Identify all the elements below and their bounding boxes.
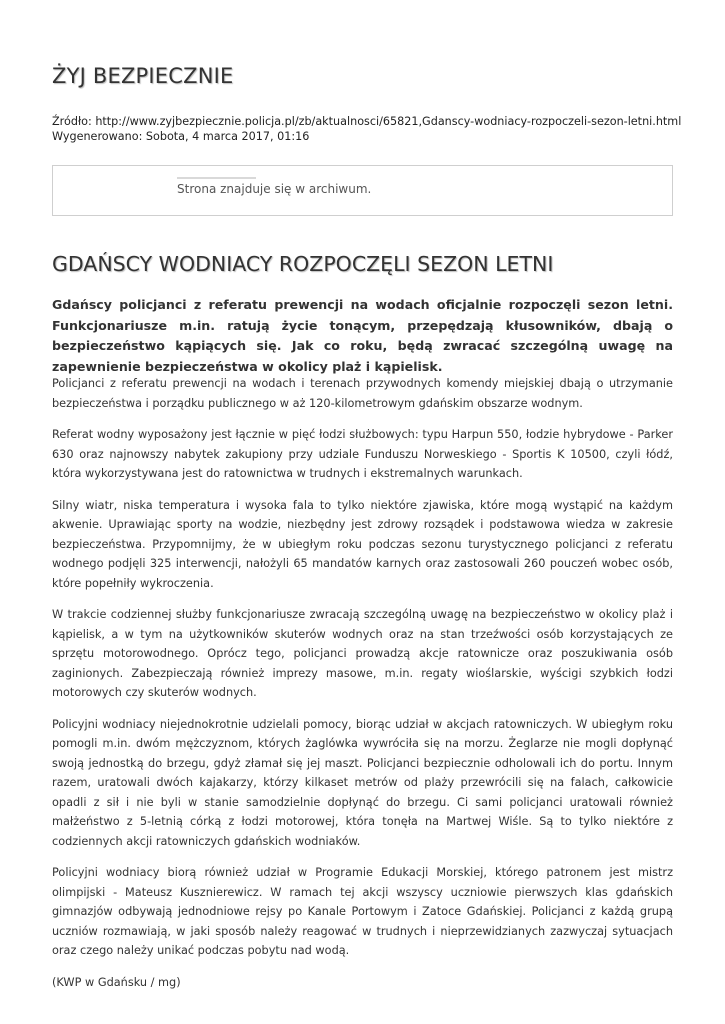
article-lead: Gdańscy policjanci z referatu prewencji na wodach oficjalnie rozpoczęli sezon letni. Funkcjonariusze m.in. ratują życie tonącym, przepędzają kłusowników, dbają o bezpieczeństwo kąpiących się. Jak co roku, będą zwracać szczególną uwagę na zapewnienie bezpieczeństwa w okolicy plaż i kąpielisk.	[52, 297, 673, 374]
source-url: Źródło: http://www.zyjbezpiecznie.policja.pl/zb/aktualnosci/65821,Gdanscy-wodniacy-rozpoczeli-sezon-letni.html	[52, 115, 682, 128]
article-title: GDAŃSCY WODNIACY ROZPOCZĘLI SEZON LETNI	[52, 252, 554, 276]
generated-date: Wygenerowano: Sobota, 4 marca 2017, 01:16	[52, 130, 310, 143]
site-title: ŻYJ BEZPIECZNIE	[52, 64, 234, 88]
archive-notice-box	[52, 165, 673, 216]
article-paragraph: Referat wodny wyposażony jest łącznie w pięć łodzi służbowych: typu Harpun 550, łodzie hybrydowe - Parker 630 oraz najnowszy nabytek zakupiony przy udziale Funduszu Norweskiego - Sportis K 10500, czyli łódź, która wykorzystywana jest do ratownictwa w trudnych i ekstremalnych warunkach.	[52, 428, 673, 480]
article-paragraph: Silny wiatr, niska temperatura i wysoka fala to tylko niektóre zjawiska, które mogą wystąpić na każdym akwenie. Uprawiając sporty na wodzie, niezbędny jest zdrowy rozsądek i podstawowa wiedza w zakresie bezpieczeństwa. Przypomnijmy, że w ubiegłym roku podczas sezonu turystycznego policjanci z referatu wodnego podjęli 325 interwencji, nałożyli 65 mandatów karnych oraz zastosowali 260 pouczeń wobec osób, które popełniły wykroczenia.	[52, 498, 673, 590]
article-paragraph: Policyjni wodniacy biorą również udział w Programie Edukacji Morskiej, którego patronem jest mistrz olimpijski - Mateusz Kusznierewicz. W ramach tej akcji wszyscy uczniowie pierwszych klas gdańskich gimnazjów odbywają jednodniowe rejsy po Kanale Portowym i Zatoce Gdańskiej. Policjanci z każdą grupą uczniów rozmawiają, w jaki sposób należy reagować w trudnych i nieprzewidzianych zazwyczaj sytuacjach oraz czego należy unikać podczas pobytu nad wodą.	[52, 866, 673, 957]
article-signature: (KWP w Gdańsku / mg)	[52, 975, 181, 989]
archive-notice: Strona znajduje się w archiwum.	[177, 182, 372, 196]
document-meta	[52, 114, 681, 144]
article-body	[52, 374, 673, 1004]
archive-divider	[177, 177, 256, 179]
article-paragraph: W trakcie codziennej służby funkcjonariusze zwracają szczególną uwagę na bezpieczeństwo w okolicy plaż i kąpielisk, a w tym na użytkowników skuterów wodnych oraz na stan trzeźwości osób korzystających ze sprzętu motorowodnego. Oprócz tego, policjanci prowadzą akcje ratownicze oraz poszukiwania osób zaginionych. Zabezpieczają również imprezy masowe, m.in. regaty wioślarskie, wyścigi szybkich łodzi motorowych czy skuterów wodnych.	[52, 608, 673, 699]
article-paragraph: Policjanci z referatu prewencji na wodach i terenach przywodnych komendy miejskiej dbają o utrzymanie bezpieczeństwa i porządku publicznego w aż 120-kilometrowym gdańskim obszarze wodnym.	[52, 377, 673, 410]
article-paragraph: Policyjni wodniacy niejednokrotnie udzielali pomocy, biorąc udział w akcjach ratowniczych. W ubiegłym roku pomogli m.in. dwóm mężczyznom, których żaglówka wywróciła się na morzu. Żeglarze nie mogli dopłynąć swoją jednostką do brzegu, gdyż złamał się jej maszt. Policjanci bezpiecznie odholowali ich do portu. Innym razem, uratowali dwóch kajakarzy, którzy kilkaset metrów od plaży przewrócili się na falach, całkowicie opadli z sił i nie byli w stanie samodzielnie dopłynąć do brzegu. Ci sami policjanci uratowali również małżeństwo z 5-letnią córką z łodzi motorowej, która tonęła na Martwej Wiśle. Są to tylko niektóre z codziennych akcji ratowniczych gdańskich wodniaków.	[52, 717, 673, 848]
